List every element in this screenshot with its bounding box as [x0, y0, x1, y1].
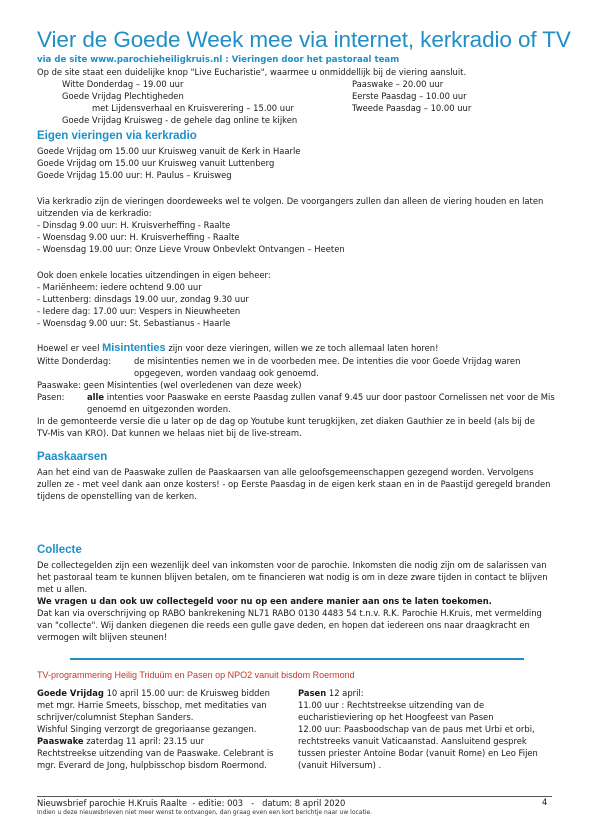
eigen-vieringen-heading: Eigen vieringen via kerkradio	[37, 130, 197, 142]
mis-post-text: zijn voor deze vieringen, willen we ze toch allemaal laten horen!	[165, 343, 439, 353]
collecte-line-3: met u allen.	[37, 584, 88, 594]
schedule-right-1: Paaswake – 20.00 uur	[352, 79, 444, 89]
misintenties-intro	[37, 343, 438, 354]
locaties-intro: Ook doen enkele locaties uitzendingen in eigen beheer:	[37, 270, 271, 280]
locaties-item-4: - Woensdag 9.00 uur: St. Sebastianus - Haarle	[37, 318, 231, 328]
eigen-line-2: Goede Vrijdag om 15.00 uur Kruisweg vanuit Luttenberg	[37, 158, 275, 168]
schedule-left-3: met Lijdensverhaal en Kruisverering – 15.00 uur	[92, 103, 294, 113]
page-number: 4	[542, 797, 548, 807]
collecte-more-2: van "collecte". Wij danken diegenen die reeds een gulle gave deden, en hopen dat iedereen ons naar draagkracht en	[37, 620, 530, 630]
collecte-bold-line: We vragen u dan ook uw collectegeld voor nu op een andere manier aan ons te laten toekomen.	[37, 596, 492, 606]
misintenties-heading: Misintenties	[102, 342, 166, 354]
collecte-more-1: Dat kan via overschrijving op RABO bankrekening NL71 RABO 0130 4483 54 t.n.v. R.K. Parochie H.Kruis, met vermelding	[37, 608, 542, 618]
intro-text: Op de site staat een duidelijke knop "Live Eucharistie", waarmee u onmiddellijk bij de viering aansluit.	[37, 67, 467, 77]
schedule-left-1: Witte Donderdag – 19.00 uur	[62, 79, 184, 89]
footer-text: Nieuwsbrief parochie H.Kruis Raalte - editie: 003 - datum: 8 april 2020	[37, 798, 346, 808]
tv-pasen-label: Pasen	[298, 688, 327, 698]
tv-right-line-6: (vanuit Hilversum) .	[298, 760, 382, 770]
pasen-line-1	[87, 392, 555, 403]
collecte-more-3: vermogen wilt blijven steunen!	[37, 632, 168, 642]
schedule-right-3: Tweede Paasdag – 10.00 uur	[352, 103, 472, 113]
tv-right-line-5: tussen priester Antoine Bodar (vanuit Rome) en Leo Fijen	[298, 748, 538, 758]
tv-right-line-1: 11.00 uur : Rechtstreekse uitzending van de	[298, 700, 485, 710]
tv-programming-title: TV-programmering Heilig Triduüm en Pasen op NPO2 vanuit bisdom Roermond	[37, 670, 355, 680]
tv-gv-rest: 10 april 15.00 uur: de Kruisweg bidden	[103, 688, 270, 698]
tv-left-line-3: Wishful Singing verzorgt de gregoriaanse gezangen.	[37, 724, 257, 734]
paaskaarsen-line-1: Aan het eind van de Paaswake zullen de Paaskaarsen van alle geloofsgemeenschappen gezegend worden. Vervolgens	[37, 467, 534, 477]
tv-pw-rest: zaterdag 11 april: 23.15 uur	[83, 736, 205, 746]
paaskaarsen-heading: Paaskaarsen	[37, 451, 108, 463]
youtube-line-1: In de gemonteerde versie die u later op de dag op Youtube kunt terugkijken, zet diaken Gauthier ze in beeld (als bij de	[37, 416, 535, 426]
kerkradio-intro-2: uitzenden via de kerkradio:	[37, 208, 152, 218]
pasen-bold-word: alle	[87, 392, 105, 402]
witte-donderdag-line-2: opgegeven, worden vandaag ook genoemd.	[134, 368, 319, 378]
tv-right-line-4: rechtstreeks vanuit Vaticaanstad. Aansluitend gesprek	[298, 736, 527, 746]
locaties-item-2: - Luttenberg: dinsdags 19.00 uur, zondag 9.30 uur	[37, 294, 249, 304]
tv-paaswake	[37, 736, 204, 747]
kerkradio-intro-1: Via kerkradio zijn de vieringen doordeweeks wel te volgen. De voorgangers zullen dan alleen de viering houden en laten	[37, 196, 544, 206]
kerkradio-item-3: - Woensdag 19.00 uur: Onze Lieve Vrouw Onbevlekt Ontvangen – Heeten	[37, 244, 345, 254]
tv-goede-vrijdag	[37, 688, 270, 699]
eigen-line-1: Goede Vrijdag om 15.00 uur Kruisweg vanuit de Kerk in Haarle	[37, 146, 301, 156]
tv-pw-label: Paaswake	[37, 736, 84, 746]
section-divider	[70, 658, 524, 660]
schedule-left-2: Goede Vrijdag Plechtigheden	[62, 91, 184, 101]
collecte-heading: Collecte	[37, 544, 82, 556]
tv-right-line-2: eucharistieviering op het Hoogfeest van Pasen	[298, 712, 494, 722]
mis-pre-text: Hoewel er veel	[37, 343, 103, 353]
page-title: Vier de Goede Week mee via internet, kerkradio of TV	[37, 27, 571, 52]
footer-divider	[37, 796, 552, 797]
eigen-line-3: Goede Vrijdag 15.00 uur: H. Paulus – Kruisweg	[37, 170, 232, 180]
kerkradio-item-2: - Woensdag 9.00 uur: H. Kruisverheffing - Raalte	[37, 232, 240, 242]
schedule-right-2: Eerste Paasdag – 10.00 uur	[352, 91, 467, 101]
witte-donderdag-label: Witte Donderdag:	[37, 356, 112, 366]
tv-left-line-4: Rechtstreekse uitzending van de Paaswake. Celebrant is	[37, 748, 274, 758]
site-subtitle: via de site www.parochieheiligkruis.nl : Vieringen door het pastoraal team	[37, 55, 400, 65]
paaskaarsen-line-2: zullen ze - met veel dank aan onze kosters! - op Eerste Paasdag in de eigen kerk staan en in de Paastijd geregeld branden	[37, 479, 551, 489]
tv-left-line-2: schrijver/columnist Stephan Sanders.	[37, 712, 194, 722]
witte-donderdag-line-1: de misintenties nemen we in de voorbeden mee. De intenties die voor Goede Vrijdag waren	[134, 356, 521, 366]
tv-pasen	[298, 688, 364, 699]
tv-left-line-5: mgr. Everard de Jong, hulpbisschop bisdom Roermond.	[37, 760, 267, 770]
tv-pasen-rest: 12 april:	[326, 688, 364, 698]
locaties-item-1: - Mariënheem: iedere ochtend 9.00 uur	[37, 282, 202, 292]
schedule-left-4: Goede Vrijdag Kruisweg - de gehele dag online te kijken	[62, 115, 298, 125]
pasen-label: Pasen:	[37, 392, 65, 402]
paaswake-line: Paaswake: geen Misintenties (wel overledenen van deze week)	[37, 380, 302, 390]
collecte-line-2: het pastoraal team te kunnen blijven betalen, om te financieren wat nodig is om in deze zware tijden in contact te blijven	[37, 572, 548, 582]
tv-gv-label: Goede Vrijdag	[37, 688, 104, 698]
pasen-line-2: genoemd en uitgezonden worden.	[87, 404, 231, 414]
tv-right-line-3: 12.00 uur: Paasboodschap van de paus met Urbi et orbi,	[298, 724, 535, 734]
kerkradio-item-1: - Dinsdag 9.00 uur: H. Kruisverheffing - Raalte	[37, 220, 231, 230]
footer-note: Indien u deze nieuwsbrieven niet meer wenst te ontvangen, dan graag even een kort berichtje naar uw locatie.	[37, 809, 373, 816]
locaties-item-3: - Iedere dag: 17.00 uur: Vespers in Nieuwheeten	[37, 306, 241, 316]
youtube-line-2: TV-Mis van KRO). Dat kunnen we helaas niet bij de live-stream.	[37, 428, 302, 438]
paaskaarsen-line-3: tijdens de openstelling van de kerken.	[37, 491, 197, 501]
collecte-line-1: De collectegelden zijn een wezenlijk deel van inkomsten voor de parochie. Inkomsten die nodig zijn om de salarissen van	[37, 560, 547, 570]
tv-left-line-1: met mgr. Harrie Smeets, bisschop, met meditaties van	[37, 700, 267, 710]
pasen-line-1-text: intenties voor Paaswake en eerste Paasdag zullen vanaf 9.45 uur door pastoor Cornelissen net voor de Mis	[104, 392, 555, 402]
